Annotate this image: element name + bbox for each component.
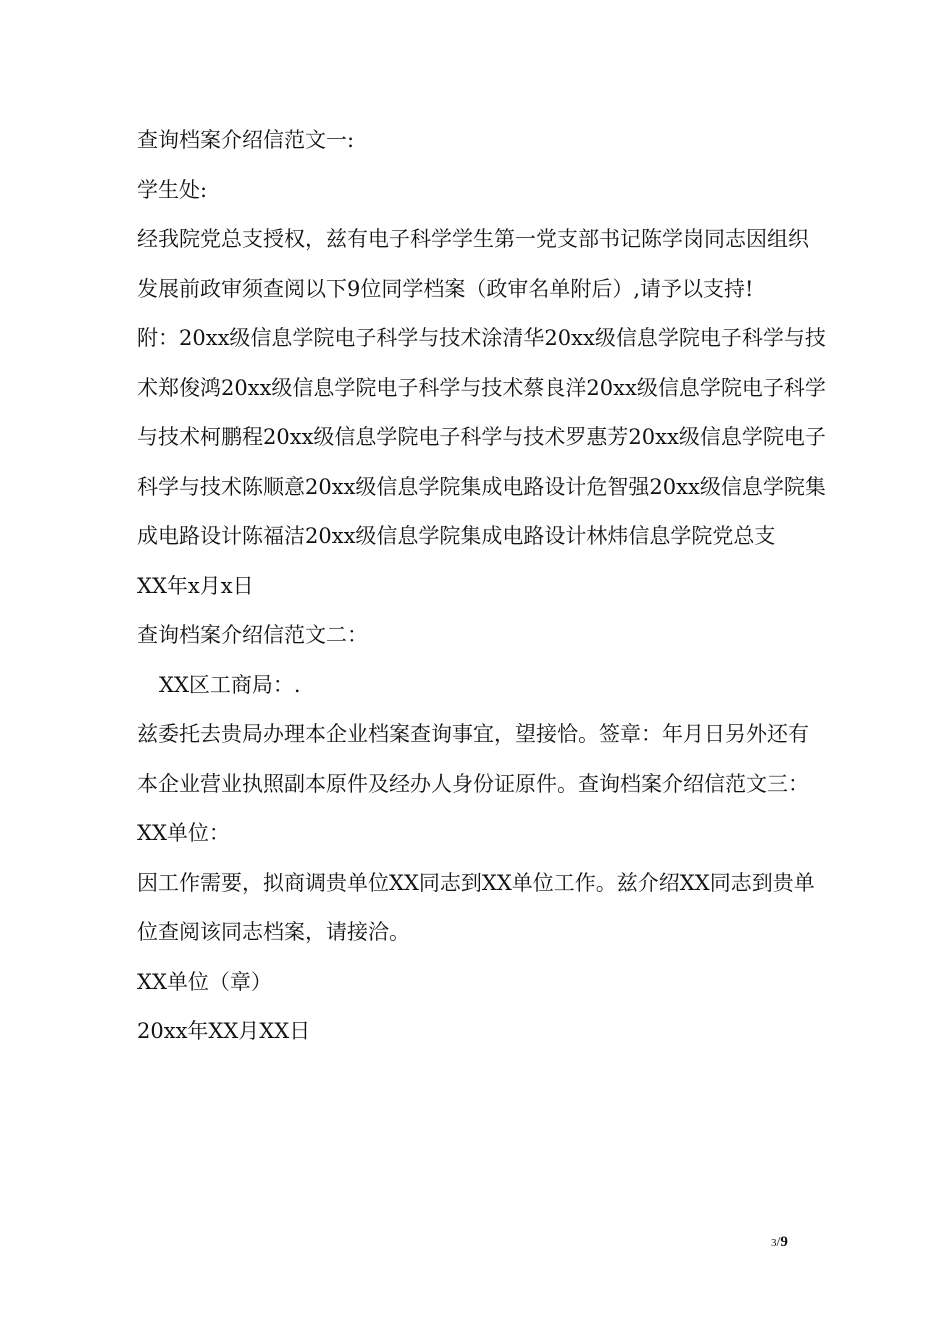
attachment-student-list: 附：20xx级信息学院电子科学与技术涂清华20xx级信息学院电子科学与技术郑俊鸿20xx级信息学院电子科学与技术蔡良洋20xx级信息学院电子科学与技术柯鹏程20xx级信息学院电子科学与技术罗惠芳20xx级信息学院电子科学与技术陈顺意20xx级信息学院集成电路设计危智强20xx级信息学院集成电路设计陈福洁20xx级信息学院集成电路设计林炜信息学院党总支 [137,326,826,548]
page-number [771,1234,788,1251]
page-number-separator: / [776,1235,781,1250]
letter-three-date: 20xx年XX月XX日 [137,1019,311,1043]
letter-three-body: 因工作需要，拟商调贵单位XX同志到XX单位工作。兹介绍XX同志到贵单位查阅该同志档案，请接洽。 [137,870,815,944]
signature-unit-seal: XX单位（章） [137,969,272,994]
page-number-total: 9 [780,1234,788,1250]
heading-sample-two: 查询档案介绍信范文二： [137,623,368,647]
recipient-unit: XX单位： [137,821,230,845]
letter-one-date: XX年x月x日 [137,573,254,598]
heading-sample-one: 查询档案介绍信范文一: [137,128,355,152]
recipient-student-office: 学生处: [137,177,208,202]
document-body [137,116,827,1057]
letter-two-body: 兹委托去贵局办理本企业档案查询事宜，望接恰。签章：年月日另外还有本企业营业执照副本原件及经办人身份证原件。查询档案介绍信范文三： [137,722,809,796]
recipient-business-bureau: XX区工商局：. [159,672,301,697]
page-number-current: 3 [771,1237,777,1249]
letter-one-body: 经我院党总支授权，兹有电子科学学生第一党支部书记陈学岗同志因组织发展前政审须查阅以下9位同学档案（政审名单附后）,请予以支持! [137,227,809,301]
